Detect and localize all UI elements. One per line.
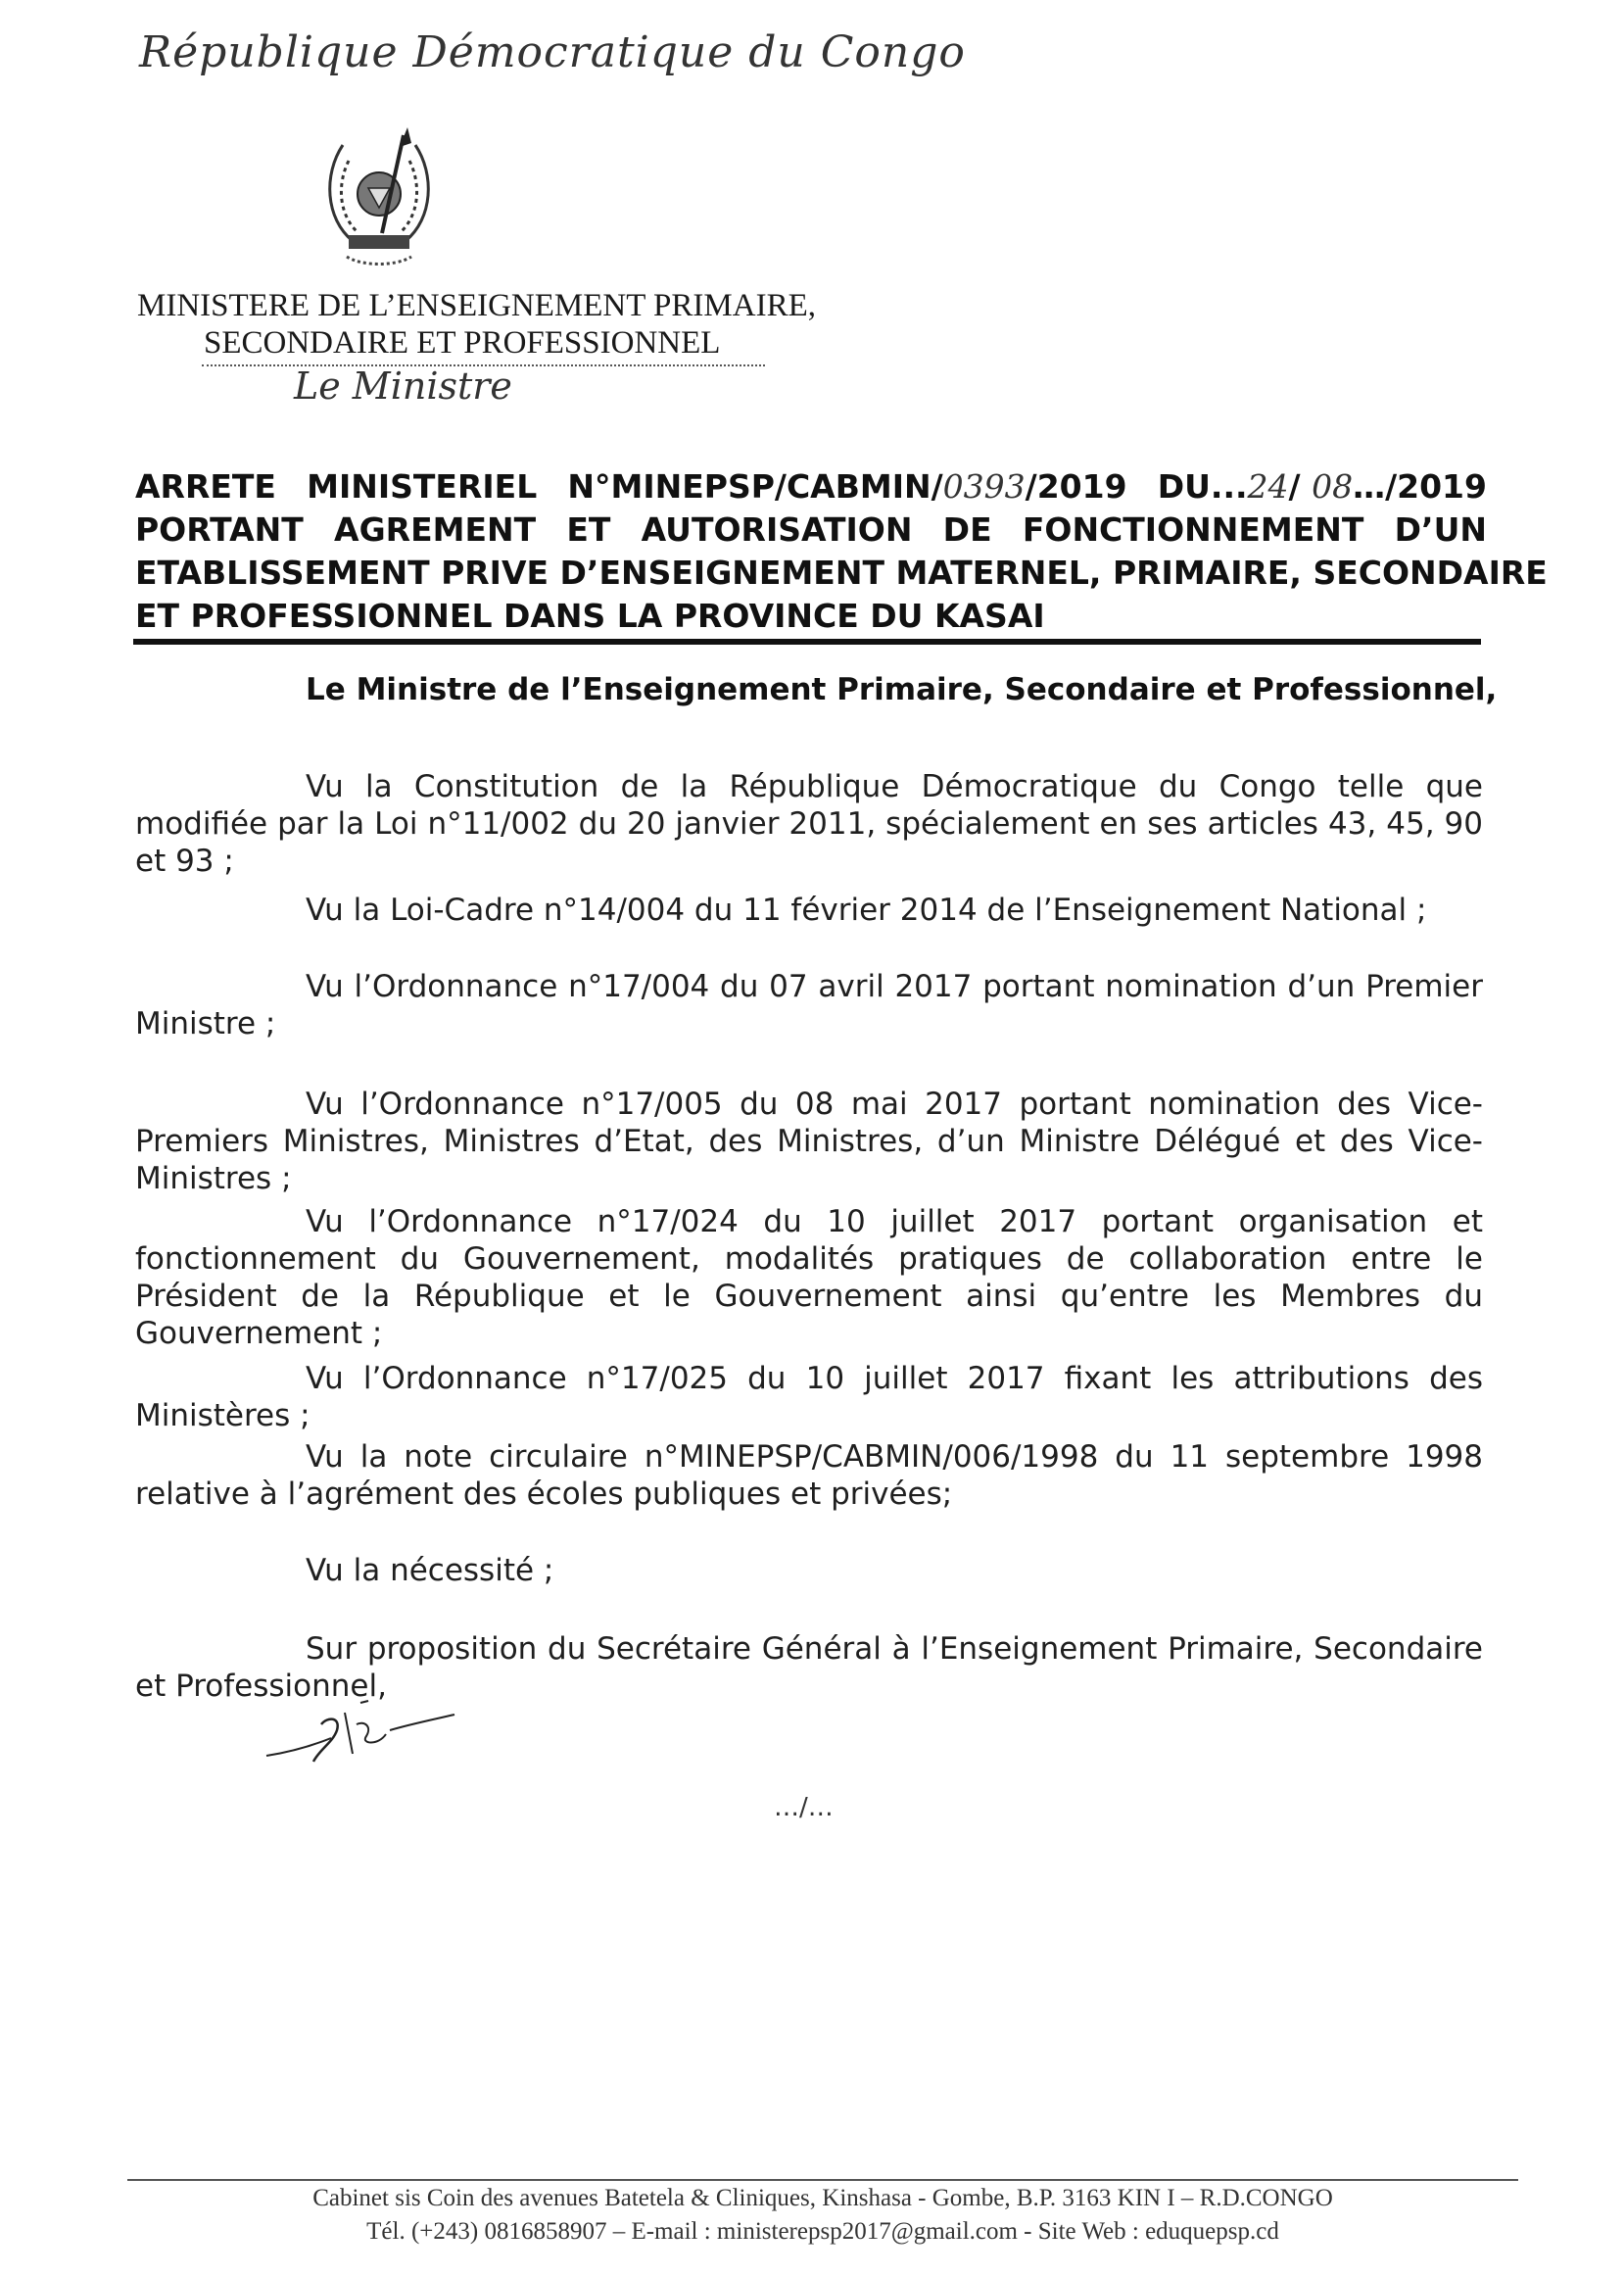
paragraph-ordonnance-17-025: Vu l’Ordonnance n°17/025 du 10 juillet 2017 fixant les attributions des Ministères ; [135,1361,1483,1433]
republic-header: République Démocratique du Congo [139,27,966,77]
decree-reference: N°MINEPSP/CABMIN/0393/2019 [567,467,1127,506]
title-word: ET [566,510,611,549]
handwritten-initials-signature-icon [263,1695,458,1773]
ministry-name-line1: MINISTERE DE L’ENSEIGNEMENT PRIMAIRE, [137,288,816,323]
paragraph-proposition: Sur proposition du Secrétaire Général à l’Enseignement Primaire, Secondaire et Professionnel, [135,1631,1483,1704]
paragraph-necessite: Vu la nécessité ; [306,1553,554,1588]
title-word: ARRETE [135,467,276,506]
title-word: AGREMENT [334,510,537,549]
handwritten-number: 0393 [942,467,1026,506]
title-word: AUTORISATION [641,510,913,549]
footer-contact: Tél. (+243) 0816858907 – E-mail : ministerepsp2017@gmail.com - Site Web : eduquepsp.cd [366,2218,1279,2245]
le-ministre-signature-title: Le Ministre [294,364,512,408]
minister-heading: Le Ministre de l’Enseignement Primaire, Secondaire et Professionnel, [306,672,1498,707]
footer-address: Cabinet sis Coin des avenues Batetela & Cliniques, Kinshasa - Gombe, B.P. 3163 KIN I – R.D.CONGO [312,2185,1333,2211]
title-word: FONCTIONNEMENT [1022,510,1364,549]
arrete-title-line2 [135,508,1487,552]
arrete-title [135,465,1548,638]
page-continuation-mark: …/… [774,1793,834,1822]
title-word: PORTANT [135,510,304,549]
coat-of-arms-emblem-icon [313,125,445,274]
decree-date: DU...24/ 08…/2019 [1157,467,1487,506]
paragraph-constitution: Vu la Constitution de la République Démocratique du Congo telle que modifiée par la Loi n°11/002 du 20 janvier 2011, spécialement en ses articles 43, 45, 90 et 93 ; [135,769,1483,879]
paragraph-ordonnance-17-024: Vu l’Ordonnance n°17/024 du 10 juillet 2017 portant organisation et fonctionnement du Gouvernement, modalités pratiques de collaboration entre le Président de la République et le Gouvernement ainsi qu’entre les Membres du Gouvernement ; [135,1204,1483,1351]
paragraph-ordonnance-17-004: Vu l’Ordonnance n°17/004 du 07 avril 2017 portant nomination d’un Premier Ministre ; [135,969,1483,1041]
title-word: MINISTERIEL [307,467,538,506]
title-word: D’UN [1394,510,1487,549]
title-rule [133,639,1481,645]
arrete-title-line3: ETABLISSEMENT PRIVE D’ENSEIGNEMENT MATERNEL, PRIMAIRE, SECONDAIRE [135,554,1548,592]
paragraph-note-circulaire: Vu la note circulaire n°MINEPSP/CABMIN/006/1998 du 11 septembre 1998 relative à l’agrément des écoles publiques et privées; [135,1439,1483,1512]
paragraph-loi-cadre: Vu la Loi-Cadre n°14/004 du 11 février 2014 de l’Enseignement National ; [306,893,1427,928]
arrete-title-line1 [135,465,1487,508]
ministry-name-line2: SECONDAIRE ET PROFESSIONNEL [204,325,721,361]
paragraph-ordonnance-17-005: Vu l’Ordonnance n°17/005 du 08 mai 2017 portant nomination des Vice-Premiers Ministres, Ministres d’Etat, des Ministres, d’un Ministre Délégué et des Vice-Ministres ; [135,1087,1483,1196]
handwritten-day: 24 [1247,467,1289,506]
footer-rule [127,2179,1518,2181]
title-word: DE [942,510,992,549]
handwritten-month: 08 [1312,467,1354,506]
arrete-title-line4: ET PROFESSIONNEL DANS LA PROVINCE DU KASAI [135,597,1045,635]
